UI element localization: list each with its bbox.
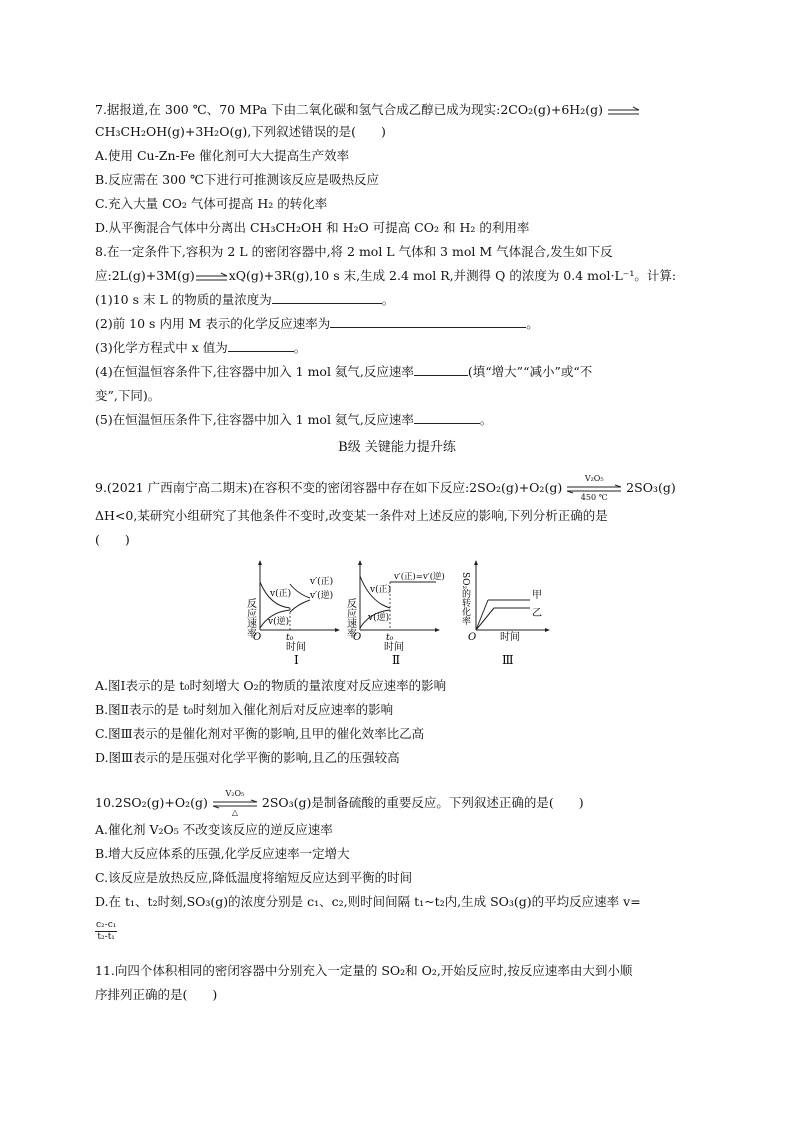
q11-stem-line2: 序排列正确的是( ) — [95, 987, 218, 1002]
q8-sub2-text: (2)前 10 s 内用 M 表示的化学反应速率为 — [95, 316, 331, 331]
fig3-yi: 乙 — [532, 608, 542, 619]
condition-label: △ — [231, 807, 238, 817]
q10-eq-left: 10.2SO₂(g)+O₂(g) — [95, 795, 208, 810]
q10-option-c: C.该反应是放热反应,降低温度将缩短反应达到平衡的时间 — [95, 870, 413, 885]
fig3-jia: 甲 — [532, 590, 542, 601]
q9-eq-right: 2SO₃(g) — [626, 480, 676, 495]
figure-2 — [344, 558, 448, 668]
fig1-vfwd: v(正) — [270, 589, 292, 599]
q8-sub4 — [95, 364, 592, 380]
fig1-number: Ⅰ — [294, 653, 299, 667]
fig1-xlabel: 时间 — [286, 642, 306, 653]
q8-sub1-end: 。 — [381, 292, 395, 307]
q8-stem-line1: 8.在一定条件下,容积为 2 L 的密闭容器中,将 2 mol L 气体和 3 mol M 气体混合,发生如下反 — [95, 244, 613, 259]
q9-option-c: C.图Ⅲ表示的是催化剂对平衡的影响,且甲的催化效率比乙高 — [95, 726, 425, 741]
q10-option-b: B.增大反应体系的压强,化学反应速率一定增大 — [95, 846, 350, 861]
fig2-xlabel: 时间 — [384, 642, 404, 653]
q8-sub3 — [95, 340, 306, 356]
q10-eq-right: 2SO₃(g)是制备硫酸的重要反应。下列叙述正确的是( ) — [261, 795, 584, 810]
q8-sub1 — [95, 292, 394, 308]
q8-sub2 — [95, 316, 539, 332]
q8-sub3-end: 。 — [293, 340, 307, 355]
q7-option-a: A.使用 Cu-Zn-Fe 催化剂可大大提高生产效率 — [95, 148, 350, 163]
section-b-title: B级 关键能力提升练 — [338, 440, 456, 455]
fig3-xlabel: 时间 — [500, 632, 520, 643]
fig1-t0: t₀ — [286, 633, 294, 643]
q7-stem-text1: 7.据报道,在 300 ℃、70 MPa 下由二氧化碳和氢气合成乙醇已成为现实:2CO₂(g)+6H₂(g) — [95, 102, 603, 117]
q9-option-d: D.图Ⅲ表示的是压强对化学平衡的影响,且乙的压强较高 — [95, 750, 400, 765]
q9-eq-left: 9.(2021 广西南宁高二期末)在容积不变的密闭容器中存在如下反应:2SO₂(g)+O₂(g) — [95, 480, 563, 495]
fig3-number: Ⅲ — [502, 653, 514, 667]
fig2-vrev: v(逆) — [368, 613, 390, 623]
q8-sub5-text: (5)在恒温恒压条件下,往容器中加入 1 mol 氦气,反应速率 — [95, 412, 414, 427]
q8-sub4-text: (4)在恒温恒容条件下,往容器中加入 1 mol 氦气,反应速率 — [95, 364, 414, 379]
fig3-origin: O — [468, 632, 477, 643]
q7-stem-line1 — [95, 102, 641, 119]
q9-option-a: A.图Ⅰ表示的是 t₀时刻增大 O₂的物质的量浓度对反应速率的影响 — [95, 678, 447, 693]
q10-fraction — [95, 920, 117, 943]
fig2-origin: O — [353, 632, 362, 643]
answer-blank-5[interactable] — [414, 412, 480, 424]
figure-1 — [244, 558, 348, 668]
q7-option-d: D.从平衡混合气体中分离出 CH₃CH₂OH 和 H₂O 可提高 CO₂ 和 H₂ 的利用率 — [95, 220, 530, 235]
q7-option-b: B.反应需在 300 ℃下进行可推测该反应是吸热反应 — [95, 172, 379, 187]
fig1-v2fwd: v′(正) — [310, 577, 334, 587]
q7-option-c: C.充入大量 CO₂ 气体可提高 H₂ 的转化率 — [95, 196, 328, 211]
fig3-ylabel: SO₂的转化率 — [460, 572, 470, 626]
fig1-ylabel: 反应速率 — [244, 598, 256, 638]
q9-option-b: B.图Ⅱ表示的是 t₀时刻加入催化剂后对反应速率的影响 — [95, 702, 394, 717]
q8-sub4-hint: (填“增大”“减小”或“不 — [467, 364, 593, 379]
fig2-v2eq: v′(正)=v′(逆) — [394, 572, 445, 582]
q7-stem-line2: CH₃CH₂OH(g)+3H₂O(g),下列叙述错误的是( ) — [95, 124, 386, 139]
q10-stem — [95, 788, 584, 817]
q11-stem-line1: 11.向四个体积相同的密闭容器中分别充入一定量的 SO₂和 O₂,开始反应时,按反应速率由大到小顺 — [95, 963, 633, 978]
fraction-numerator: c₂-c₁ — [96, 920, 117, 930]
fig1-origin: O — [253, 632, 262, 643]
catalyst-label: V₂O₅ — [584, 473, 604, 483]
q8-sub5 — [95, 412, 492, 428]
q8-sub1-text: (1)10 s 末 L 的物质的量浓度为 — [95, 292, 272, 307]
q8-sub2-end: 。 — [526, 316, 539, 331]
q9-stem-line1 — [95, 473, 676, 502]
fraction-denominator: t₂-t₁ — [97, 932, 115, 942]
q10-option-d: D.在 t₁、t₂时刻,SO₃(g)的浓度分别是 c₁、c₂,则时间间隔 t₁~t₂内,生成 SO₃(g)的平均反应速率 v= — [95, 894, 641, 909]
figure-3 — [462, 558, 552, 668]
q9-stem-line2: ΔH<0,某研究小组研究了其他条件不变时,改变某一条件对上述反应的影响,下列分析正确的是 — [95, 508, 608, 523]
q9-stem-line3: ( ) — [95, 532, 130, 547]
q10-option-a: A.催化剂 V₂O₅ 不改变该反应的逆反应速率 — [95, 822, 333, 837]
answer-blank-4[interactable] — [414, 364, 468, 376]
fig2-vfwd: v(正) — [370, 585, 392, 595]
q8-sub4-cont: 变”,下同)。 — [95, 388, 161, 403]
answer-blank-3[interactable] — [228, 340, 294, 352]
condition-label: 450 ℃ — [580, 492, 608, 502]
fig1-v2rev: v′(逆) — [310, 591, 334, 601]
q8-stem-line2 — [95, 268, 676, 285]
q8-eq-right: xQ(g)+3R(g),10 s 末,生成 2.4 mol R,并测得 Q 的浓度为 0.4 mol·L⁻¹。计算: — [228, 268, 677, 283]
q8-sub3-text: (3)化学方程式中 x 值为 — [95, 340, 228, 355]
q8-eq-left: 应:2L(g)+3M(g) — [95, 268, 195, 283]
answer-blank-2[interactable] — [330, 316, 526, 328]
answer-blank-1[interactable] — [272, 292, 382, 304]
equilibrium-arrow-icon — [607, 103, 641, 119]
fig2-ylabel: 反应速率 — [344, 598, 356, 638]
reversible-arrow-icon — [566, 473, 622, 502]
q8-sub5-end: 。 — [479, 412, 493, 427]
reversible-arrow-icon — [212, 788, 258, 817]
equilibrium-arrow-icon — [195, 269, 229, 285]
fig2-t0: t₀ — [386, 633, 394, 643]
catalyst-label: V₂O₅ — [225, 788, 245, 798]
fig1-vrev: v(逆) — [268, 617, 290, 627]
fig2-number: Ⅱ — [392, 653, 401, 667]
